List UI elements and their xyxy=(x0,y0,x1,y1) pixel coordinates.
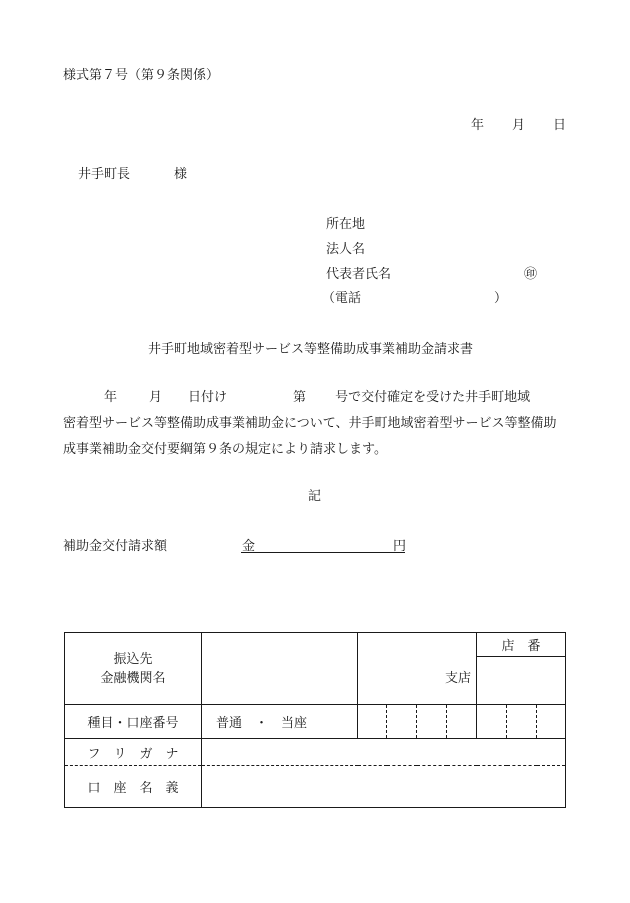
account-digit-4[interactable] xyxy=(447,705,477,739)
account-digit-1[interactable] xyxy=(358,705,387,739)
body-month: 月 xyxy=(149,390,163,405)
corporation-label: 法人名 xyxy=(326,242,366,257)
account-holder-input[interactable] xyxy=(202,766,566,808)
date-day: 日 xyxy=(553,118,567,133)
ki-mark: 記 xyxy=(308,489,322,504)
transfer-label-cell xyxy=(65,633,202,705)
amount-kin: 金 xyxy=(242,539,256,554)
form-number: 様式第７号（第９条関係） xyxy=(63,68,220,83)
body-dated: 日付け xyxy=(188,390,228,405)
account-type-value[interactable]: 普通 ・ 当座 xyxy=(202,705,358,739)
account-digit-5[interactable] xyxy=(477,705,507,739)
account-digit-2[interactable] xyxy=(387,705,417,739)
account-digit-3[interactable] xyxy=(417,705,447,739)
date-year: 年 xyxy=(471,118,485,133)
branch-number-input[interactable] xyxy=(477,657,566,705)
addressee-honorific: 様 xyxy=(174,167,188,182)
account-holder-label: 口 座 名 義 xyxy=(65,766,202,808)
body-line-3: 成事業補助金交付要綱第９条の規定により請求します。 xyxy=(63,442,387,457)
furigana-input[interactable] xyxy=(202,739,566,766)
bank-account-table xyxy=(64,632,566,808)
addressee xyxy=(78,168,187,181)
branch-input[interactable] xyxy=(358,633,477,705)
account-digit-7[interactable] xyxy=(537,705,566,739)
representative-label: 代表者氏名 xyxy=(326,267,392,282)
date-line xyxy=(471,119,566,132)
phone-close: ） xyxy=(494,291,508,306)
bank-name-input[interactable] xyxy=(202,633,358,705)
transfer-label: 振込先 xyxy=(113,651,153,667)
branch-number-label: 店 番 xyxy=(477,633,566,657)
amount-underline xyxy=(241,552,405,553)
account-type-label: 種目・口座番号 xyxy=(65,705,202,739)
address-label: 所在地 xyxy=(326,217,366,232)
date-month: 月 xyxy=(512,118,526,133)
seal-mark: ㊞ xyxy=(524,267,538,282)
branch-label: 支店 xyxy=(445,671,472,686)
account-digit-6[interactable] xyxy=(507,705,537,739)
addressee-name: 井手町長 xyxy=(78,167,131,182)
amount-yen: 円 xyxy=(393,539,407,554)
body-year: 年 xyxy=(104,390,118,405)
body-line-1-rest: 号で交付確定を受けた井手町地域 xyxy=(335,390,531,405)
document-title: 井手町地域密着型サービス等整備助成事業補助金請求書 xyxy=(148,342,474,357)
body-dai: 第 xyxy=(293,390,307,405)
bank-name-label: 金融機関名 xyxy=(100,670,166,686)
body-line-1 xyxy=(104,391,530,404)
body-line-2: 密着型サービス等整備助成事業補助金について、井手町地域密着型サービス等整備助 xyxy=(63,416,557,431)
furigana-label: フ リ ガ ナ xyxy=(65,739,202,766)
amount-label: 補助金交付請求額 xyxy=(63,539,168,554)
phone-open: （電話 xyxy=(322,291,362,306)
